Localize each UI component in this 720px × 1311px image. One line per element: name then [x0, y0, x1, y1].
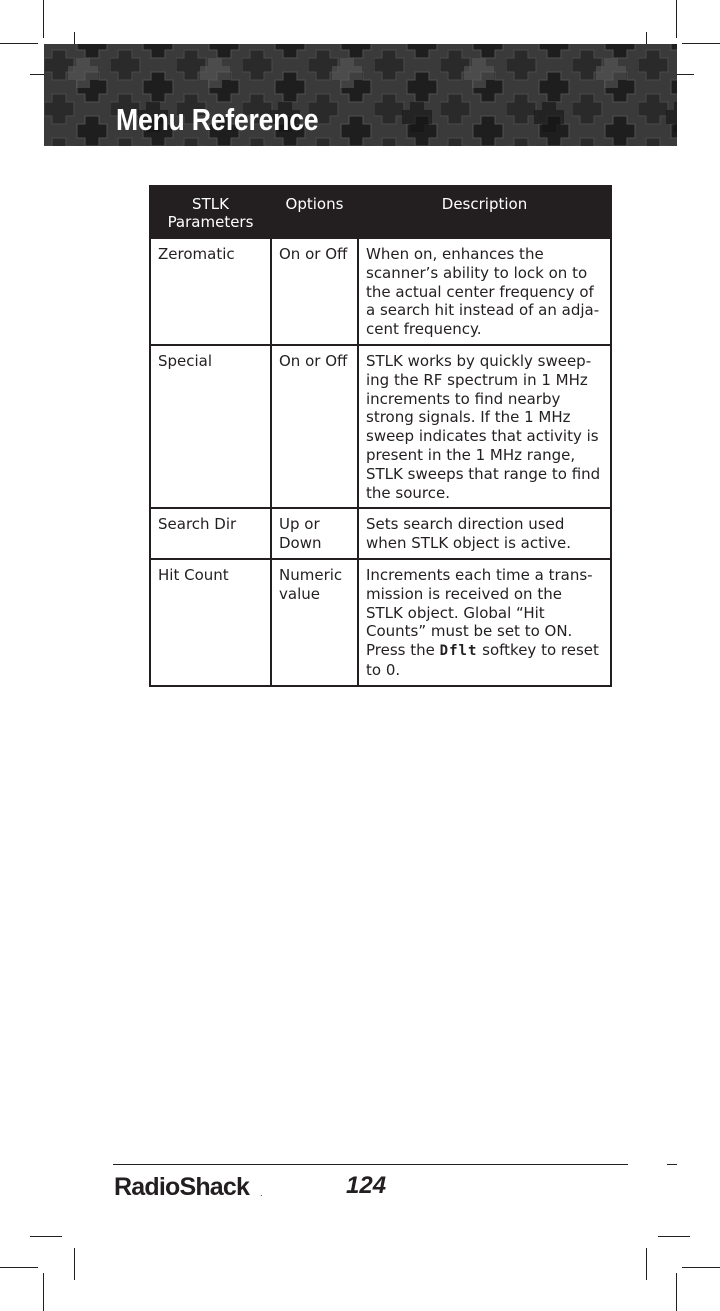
crop-mark [0, 1267, 38, 1268]
crop-mark [676, 0, 677, 38]
brand-logo: RadioShack [114, 1173, 250, 1201]
crop-mark [43, 1273, 44, 1311]
crop-mark [74, 1248, 75, 1280]
header-banner [44, 44, 677, 146]
parameter-cell: Hit Count [150, 559, 271, 686]
footer-dash [667, 1164, 677, 1165]
options-cell: On or Off [271, 238, 358, 345]
options-cell: On or Off [271, 345, 358, 508]
footer-rule [113, 1164, 628, 1165]
description-cell: STLK works by quickly sweep-ing the RF spectrum in 1 MHz increments to find nearby strong signals. If the 1 MHz sweep indicates that activity is present in the 1 MHz range, STLK sweeps that range to find the source. [358, 345, 611, 508]
crop-mark [43, 0, 44, 38]
crop-mark [0, 43, 38, 44]
options-cell: Up or Down [271, 508, 358, 559]
softkey-label: Dflt [439, 643, 478, 660]
crop-mark [646, 1248, 647, 1280]
description-cell [358, 559, 611, 686]
page-title: Menu Reference [116, 102, 319, 137]
crop-mark [676, 1273, 677, 1311]
table-row [150, 238, 611, 345]
parameter-cell: Zeromatic [150, 238, 271, 345]
crop-mark [682, 43, 720, 44]
description-text: Increments each time a trans-mission is received on the STLK object. Global “Hit Counts” must be set to ON. Press the [366, 565, 593, 660]
column-header-options: Options [271, 186, 358, 238]
column-header-description: Description [358, 186, 611, 238]
description-cell: Sets search direction used when STLK object is active. [358, 508, 611, 559]
description-text: softkey to reset to 0. [366, 641, 599, 679]
column-header-parameters: STLK Parameters [150, 186, 271, 238]
crop-mark [658, 1236, 690, 1237]
parameter-cell: Search Dir [150, 508, 271, 559]
description-cell: When on, enhances the scanner’s ability to lock on to the actual center frequency of a search hit instead of an adja-cent frequency. [358, 238, 611, 345]
options-cell: Numeric value [271, 559, 358, 686]
table-row [150, 559, 611, 686]
stlk-parameters-table [149, 185, 612, 687]
crop-mark [682, 1267, 720, 1268]
crop-mark [30, 1236, 62, 1237]
table-row [150, 345, 611, 508]
table-header-row [150, 186, 611, 238]
table-row [150, 508, 611, 559]
page-number: 124 [346, 1172, 387, 1199]
parameter-cell: Special [150, 345, 271, 508]
brand-mark: . [260, 1188, 263, 1198]
